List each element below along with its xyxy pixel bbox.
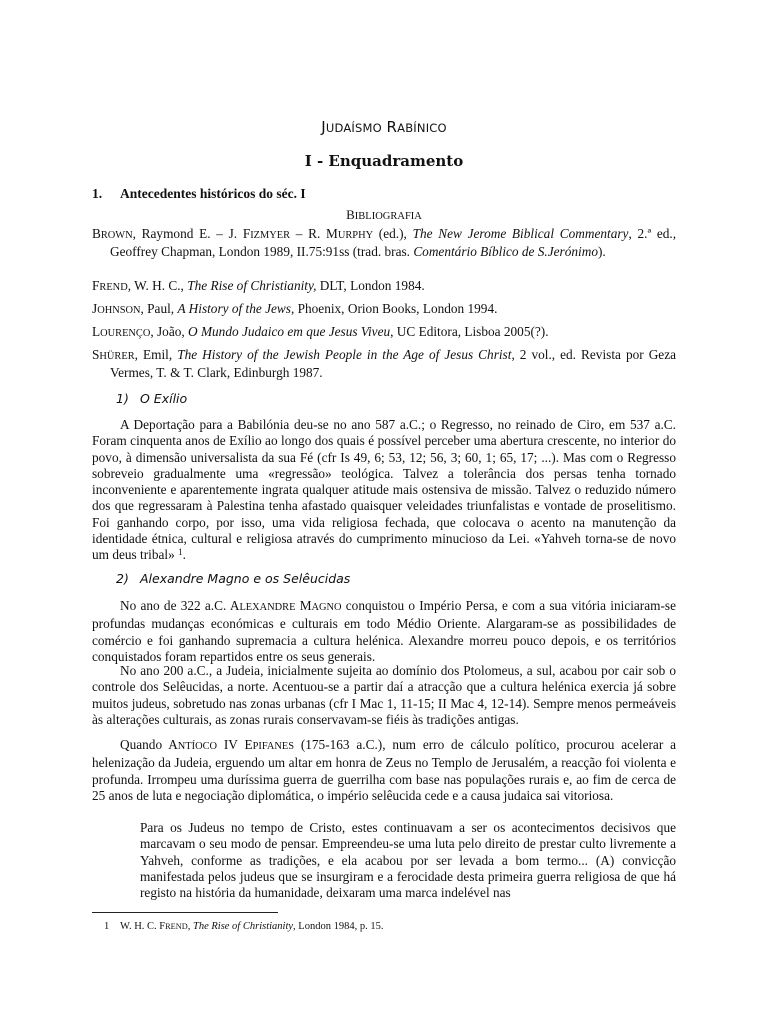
- bibliography-heading: BIBLIOGRAFIA: [346, 207, 422, 222]
- footnote-ref[interactable]: 1: [178, 547, 183, 558]
- page-subtitle: I - Enquadramento: [304, 152, 464, 170]
- footnote-divider: [92, 912, 278, 913]
- block-quote: Para os Judeus no tempo de Cristo, estes continuavam a ser os acontecimentos decisivos que marcavam o seu modo de pensar. Empreendeu-se uma luta pelo direito de prestar culto livremente a Yahveh, conforme as tradições, e ela acabou por ser levada a bom termo... (A) convicção manifestada pelos judeus que se insurgiram e a ferocidade desta primeira guerra religiosa de que há registo na história da humanidade, deixaram uma marca indelével nas: [140, 820, 676, 901]
- paragraph-exilio: A Deportação para a Babilónia deu-se no ano 587 a.C.; o Regresso, no reinado de Ciro, em 537 a.C. Foram cinquenta anos de Exílio ao longo dos quais é possível perceber uma abertura crescente, no interior do povo, à dimensão universalista da sua Fé (cfr Is 49, 6; 53, 12; 56, 3; 60, 1; 65, 17; ...). Mas com o Regresso sobreveio gradualmente uma «regressão» teológica. Talvez a tolerância dos persas tenha tornado inconveniente e aparentemente ingrata qualquer atitude mais ostensiva de missão. Talvez o reduzido número dos que regressaram à Palestina tenha afastado quaisquer veleidades triunfalistas e vontade de proselitismo. Foi ganhando corpo, por isso, uma vida religiosa fechada, que colocava o acento na manutenção da identidade étnica, cultural e religiosa através do cumprimento minucioso da Lei. «Yahveh torna-se de novo um deus tribal» $^1$.: [92, 417, 676, 563]
- paragraph-alexandre-1: No ano de 322 a.C. ALEXANDRE MAGNO conquistou o Império Persa, e com a sua vitória iniciaram-se profundas mudanças económicas e culturais em todo Médio Oriente. Alargaram-se as possibilidades de comércio e foi ganhando supremacia a cultura helénica. Alexandre morreu pouco depois, e os territórios conquistados foram repartidos entre os seus generais.: [92, 598, 676, 664]
- bibliography-entry: JOHNSON, Paul, A History of the Jews, Phoenix, Orion Books, London 1994.: [92, 301, 498, 316]
- paragraph-alexandre-2: No ano 200 a.C., a Judeia, inicialmente sujeita ao domínio dos Ptolomeus, a sul, acabou por cair sob o controle dos Selêucidas, a norte. Acentuou-se a partir daí a atracção que a cultura helénica exercia já sobre muitos judeus, sobretudo nas zonas urbanas (cfr I Mac 1, 11-15; II Mac 4, 12-14). Sempre menos permeáveis às alterações culturais, as zonas rurais conservavam-se fiéis às tradições antigas.: [92, 663, 676, 727]
- paragraph-alexandre-3: Quando ANTÍOCO IV EPIFANES (175-163 a.C.), num erro de cálculo político, procurou acelerar a helenização da Judeia, erguendo um altar em honra de Zeus no Templo de Jerusalém, a reacção foi violenta e profunda. Irrompeu uma duríssima guerra de guerrilha com base nas populações rurais e, ao fim de cerca de 25 anos de luta e negociação diplomática, o império selêucida cede e a causa judaica sai vitoriosa.: [92, 737, 676, 803]
- page-title: JUDAÍSMO RABÍNICO: [321, 118, 447, 136]
- subsection-heading-alexandre: 2) Alexandre Magno e os Selêucidas: [116, 571, 351, 586]
- section-heading: 1. Antecedentes históricos do séc. I: [92, 186, 306, 201]
- bibliography-entry: SHÜRER, Emil, The History of the Jewish People in the Age of Jesus Christ, 2 vol., ed. Revista por Geza Vermes, T. & T. Clark, Edinburgh 1987.: [92, 347, 677, 381]
- bibliography-entry: LOURENÇO, João, O Mundo Judaico em que Jesus Viveu, UC Editora, Lisboa 2005(?).: [92, 324, 549, 339]
- bibliography-entry: BROWN, Raymond E. – J. FIZMYER – R. MURPHY (ed.), The New Jerome Biblical Commentary, 2.ª ed., Geoffrey Chapman, London 1989, II.75:91ss (trad. bras. Comentário Bíblico de S.Jerónimo).: [92, 226, 677, 260]
- bibliography-entry: FREND, W. H. C., The Rise of Christianity, DLT, London 1984.: [92, 278, 425, 293]
- footnote: 1 W. H. C. FREND, The Rise of Christianity, London 1984, p. 15.: [104, 921, 384, 932]
- subsection-heading-exilio: 1) O Exílio: [116, 391, 188, 406]
